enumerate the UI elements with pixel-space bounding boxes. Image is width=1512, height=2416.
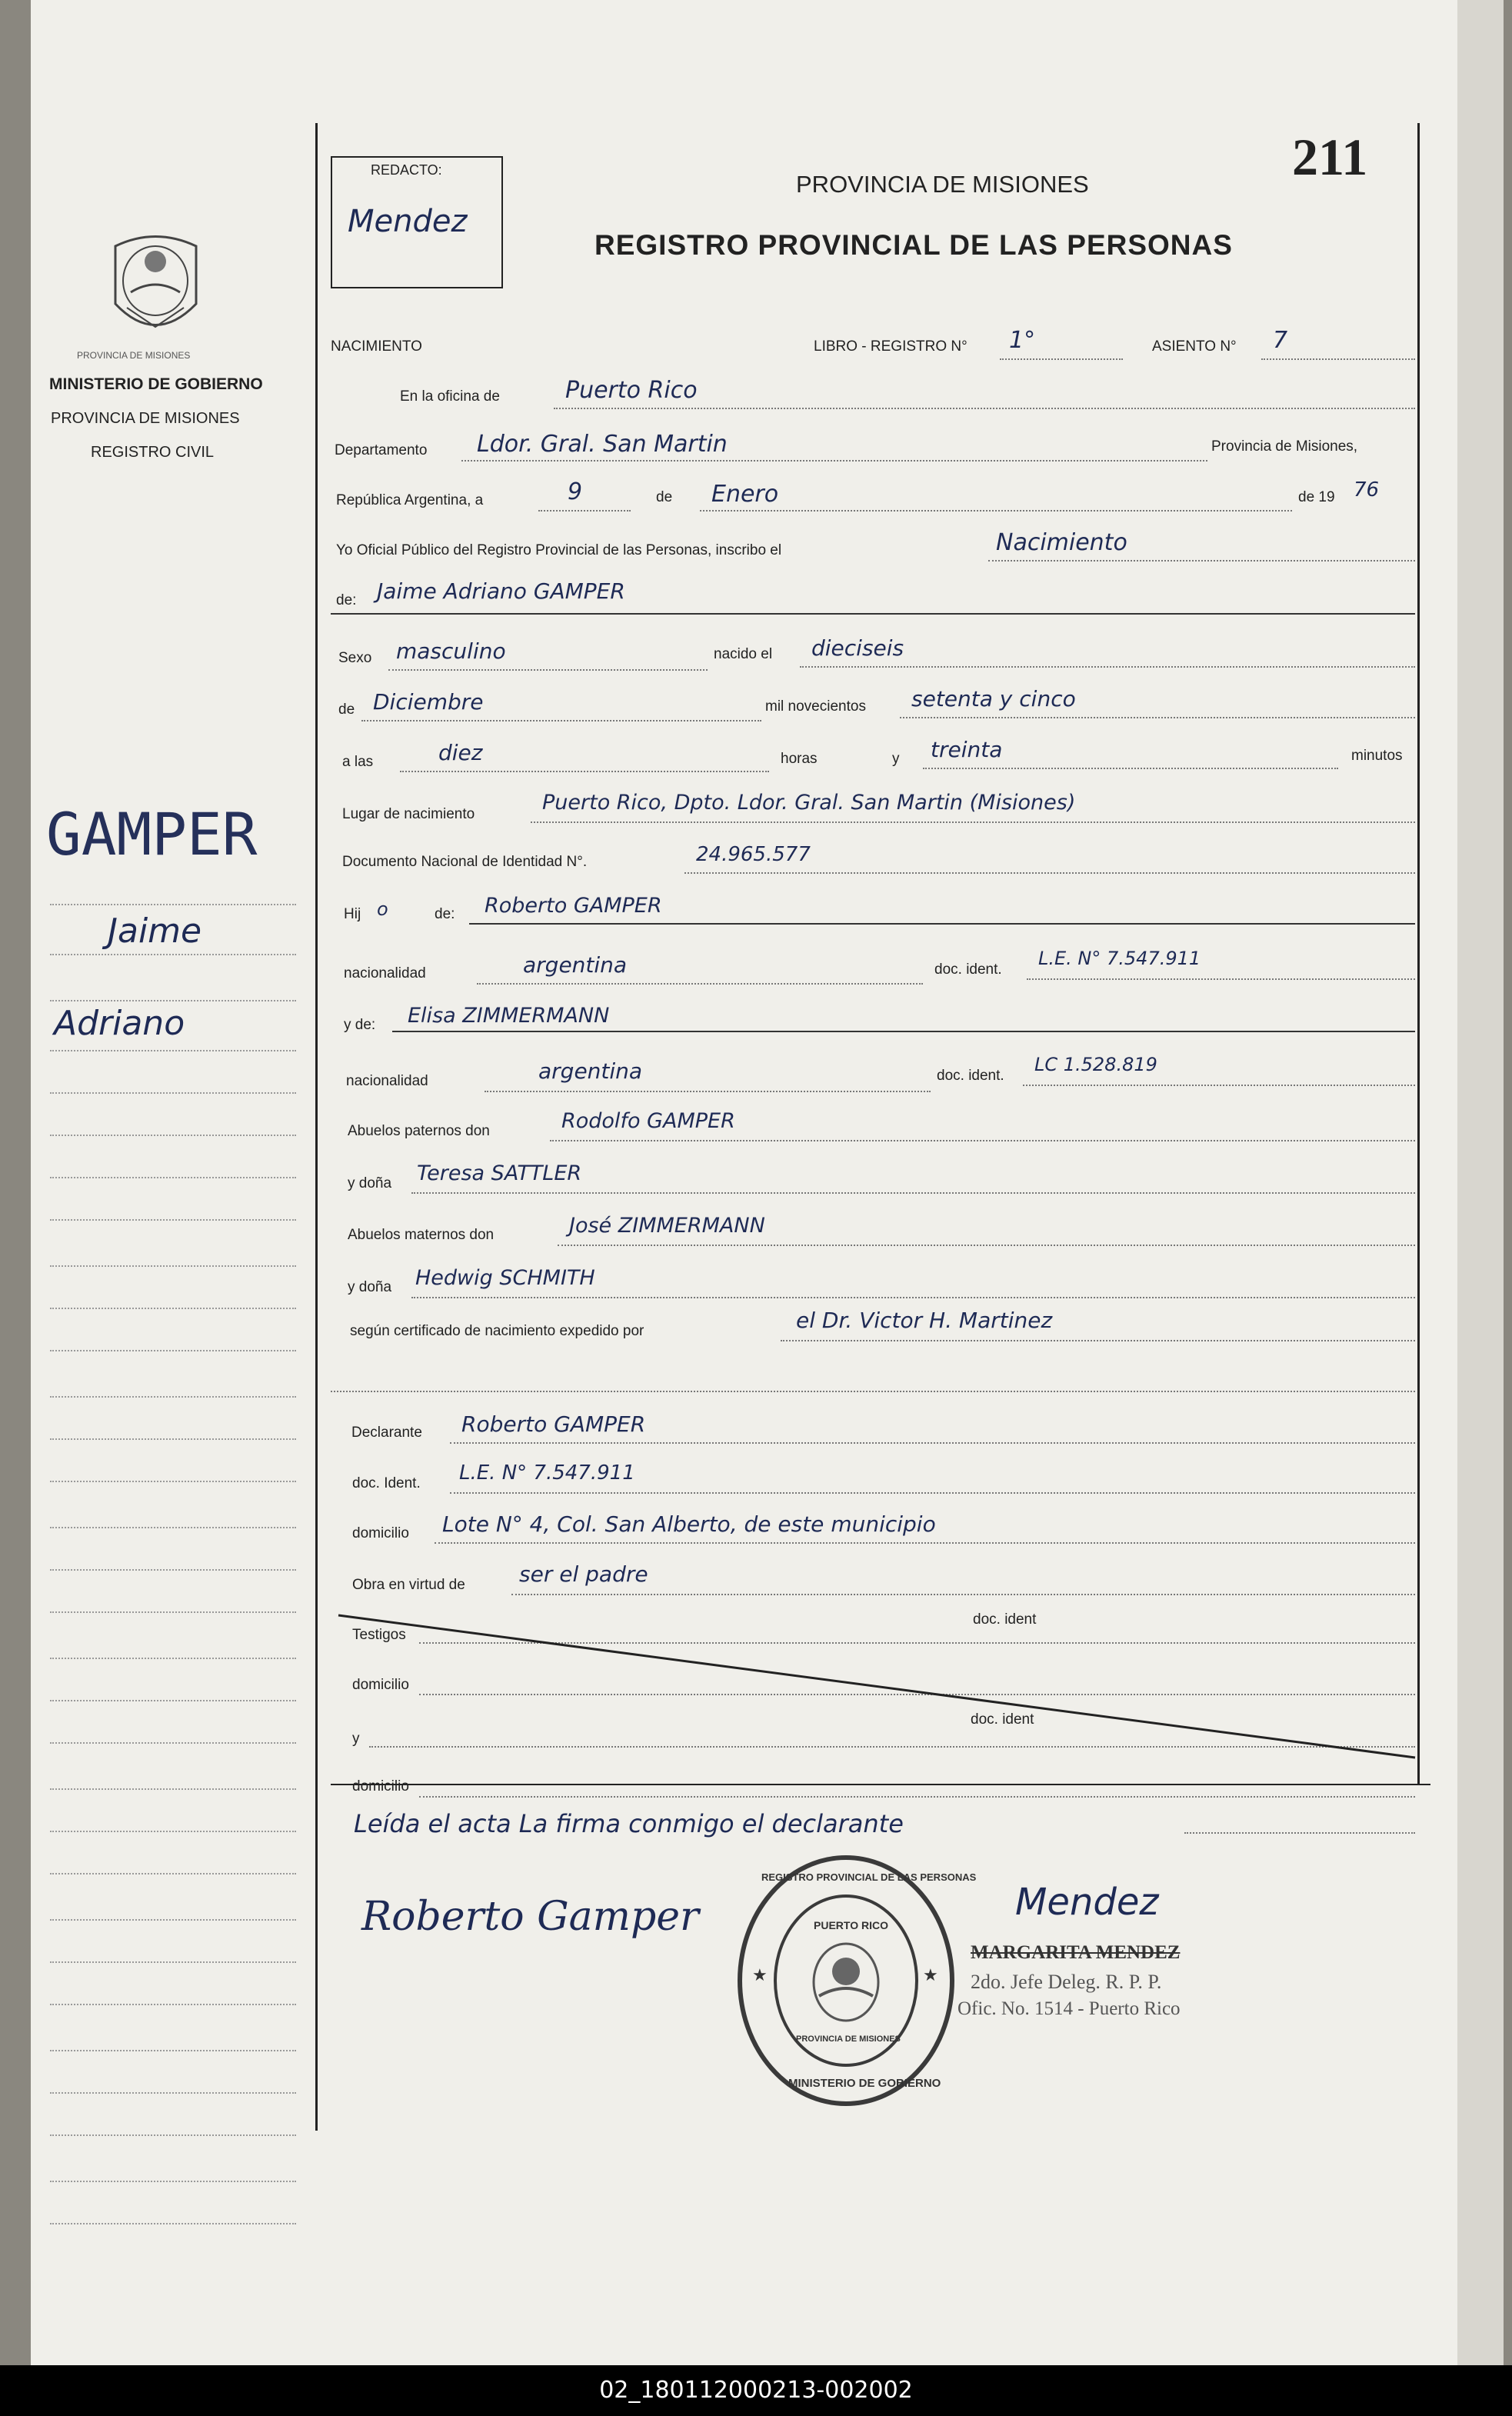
madre-nac-label: nacionalidad [346, 1073, 428, 1089]
hijo-label: Hij [344, 906, 361, 922]
stamp-office: Ofic. No. 1514 - Puerto Rico [957, 1998, 1181, 2019]
nacido-label: nacido el [714, 646, 773, 662]
mil-label: mil novecientos [765, 698, 866, 715]
madre-nac: argentina [538, 1058, 643, 1084]
y-label: y [892, 751, 900, 767]
republica-label: República Argentina, a [336, 492, 484, 508]
testigos-label: Testigos [352, 1627, 406, 1643]
libro-label: LIBRO - REGISTRO N° [814, 338, 967, 355]
domicilio2-label: domicilio [352, 1677, 409, 1693]
depto-value: Ldor. Gral. San Martin [477, 431, 728, 458]
page-number: 211 [1292, 128, 1368, 186]
oficial-label: Yo Oficial Público del Registro Provincial de las Personas, inscribo el [336, 542, 782, 558]
sexo-label: Sexo [338, 650, 372, 666]
closing-dots [1184, 1832, 1415, 1834]
minutos-label: minutos [1351, 748, 1403, 764]
cert-value: el Dr. Victor H. Martinez [796, 1308, 1053, 1333]
domicilio-value: Lote N° 4, Col. San Alberto, de este municipio [442, 1511, 936, 1537]
header-province: PROVINCIA DE MISIONES [796, 171, 1089, 198]
seal-outer-text: REGISTRO PROVINCIAL DE LAS PERSONAS [761, 1871, 977, 1883]
stamp-role: 2do. Jefe Deleg. R. P. P. [971, 1971, 1162, 1993]
ab-mat-dona: Hedwig SCHMITH [415, 1266, 595, 1290]
padre-doc: L.E. N° 7.547.911 [1038, 948, 1201, 969]
padre-nac: argentina [523, 952, 628, 978]
margin-surname: GAMPER [46, 800, 258, 868]
madre-doc-label: doc. ident. [937, 1068, 1004, 1084]
ab-mat-label: Abuelos maternos don [348, 1227, 495, 1243]
svg-text:★: ★ [752, 1965, 768, 1984]
ab-pat-dona: Teresa SATTLER [417, 1161, 582, 1185]
ministry-registry: REGISTRO CIVIL [91, 444, 215, 461]
acto-value: Nacimiento [996, 529, 1127, 556]
dni-value: 24.965.577 [696, 843, 811, 866]
depto-label: Departamento [335, 442, 428, 458]
domicilio3-label: domicilio [352, 1778, 409, 1795]
registry-seal [731, 1850, 977, 2111]
anio-text: setenta y cinco [911, 686, 1076, 711]
decl-label: Declarante [351, 1425, 422, 1441]
decl-value: Roberto GAMPER [461, 1411, 646, 1437]
min-value: treinta [931, 737, 1003, 762]
padre-value: Roberto GAMPER [485, 894, 662, 918]
record-type-label: NACIMIENTO [331, 338, 422, 355]
mes-value: Enero [711, 481, 779, 508]
seal-inner-top: PUERTO RICO [814, 1919, 888, 1931]
seal-bottom-text: MINISTERIO DE GOBIERNO [788, 2077, 941, 2090]
obra-label: Obra en virtud de [352, 1577, 465, 1593]
redacto-label: REDACTO: [371, 162, 442, 178]
decl-doc-value: L.E. N° 7.547.911 [459, 1461, 635, 1485]
nombre-value: Jaime Adriano GAMPER [377, 578, 625, 604]
ministry-seal-text: PROVINCIA DE MISIONES [77, 350, 191, 361]
seal-inner-bottom: PROVINCIA DE MISIONES [796, 2034, 901, 2044]
svg-text:★: ★ [923, 1965, 938, 1984]
ab-pat-label: Abuelos paternos don [348, 1123, 490, 1139]
lugar-value: Puerto Rico, Dpto. Ldor. Gral. San Martin (Misiones) [542, 791, 1076, 815]
ministry-province: PROVINCIA DE MISIONES [51, 410, 240, 427]
y2-label: y [352, 1731, 360, 1747]
oficina-value: Puerto Rico [565, 377, 698, 404]
provincia-label: Provincia de Misiones, [1211, 438, 1358, 455]
nacido-dia: dieciseis [811, 635, 904, 661]
padre-nac-label: nacionalidad [344, 965, 426, 981]
officer-signature: Mendez [1015, 1881, 1159, 1924]
nacido-mes: Diciembre [373, 689, 484, 715]
redacto-signature: Mendez [348, 204, 468, 239]
decl-doc-label: doc. Ident. [352, 1475, 421, 1491]
ab-pat-dona-label: y doña [348, 1175, 392, 1191]
footer-identifier: 02_180112000213-002002 [0, 2365, 1512, 2416]
madre-doc: LC 1.528.819 [1034, 1054, 1157, 1075]
de-label: de [656, 489, 673, 505]
margin-middle-name: Adriano [54, 1004, 185, 1043]
libro-value: 1° [1009, 327, 1036, 354]
testigo2-doc-label: doc. ident [971, 1711, 1034, 1728]
dni-label: Documento Nacional de Identidad N°. [342, 854, 588, 870]
anio-label: de 19 [1298, 489, 1335, 505]
testigo1-doc-label: doc. ident [973, 1611, 1037, 1628]
oficina-label: En la oficina de [400, 388, 500, 405]
header-registry: REGISTRO PROVINCIAL DE LAS PERSONAS [594, 229, 1233, 261]
sexo-value: masculino [396, 638, 506, 664]
asiento-value: 7 [1273, 327, 1288, 354]
cert-label: según certificado de nacimiento expedido por [350, 1323, 644, 1339]
yde-label: y de: [344, 1017, 376, 1033]
ab-mat-don: José ZIMMERMANN [569, 1214, 765, 1238]
ab-mat-dona-label: y doña [348, 1279, 392, 1295]
declarant-signature: Roberto Gamper [361, 1894, 699, 1940]
margin-first-name: Jaime [108, 911, 202, 951]
domicilio-label: domicilio [352, 1525, 409, 1541]
hijo-suffix: o [377, 898, 388, 920]
alas-label: a las [342, 754, 374, 770]
hora-value: diez [438, 740, 483, 765]
hijo-de-label: de: [435, 906, 455, 922]
stamp-name: MARGARITA MENDEZ [971, 1942, 1181, 1963]
de2-label: de: [336, 592, 357, 608]
asiento-label: ASIENTO N° [1152, 338, 1237, 355]
obra-value: ser el padre [519, 1561, 648, 1587]
ministry-name: MINISTERIO DE GOBIERNO [49, 375, 263, 393]
anio-value: 76 [1354, 478, 1380, 502]
de3-label: de [338, 701, 355, 718]
lugar-label: Lugar de nacimiento [342, 806, 475, 822]
padre-doc-label: doc. ident. [934, 961, 1002, 978]
closing-text: Leída el acta La firma conmigo el declarante [354, 1809, 904, 1838]
ab-pat-don: Rodolfo GAMPER [561, 1109, 735, 1133]
madre-value: Elisa ZIMMERMANN [408, 1004, 610, 1028]
horas-label: horas [781, 751, 818, 767]
dia-value: 9 [568, 478, 583, 505]
